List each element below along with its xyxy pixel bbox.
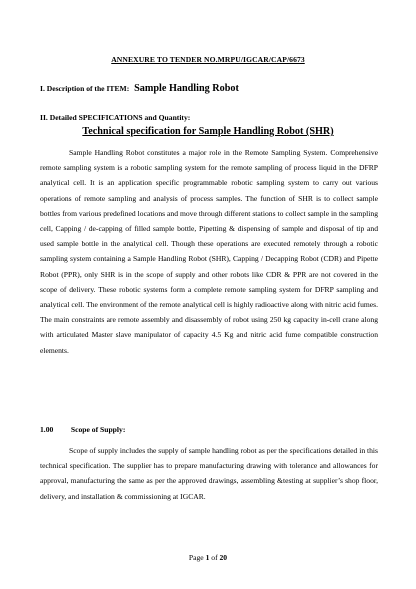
item-name: Sample Handling Robot	[134, 83, 239, 94]
page-footer	[0, 553, 416, 562]
specifications-label: II. Detailed SPECIFICATIONS and Quantity:	[40, 113, 191, 122]
scope-paragraph: Scope of supply includes the supply of sample handling robot as per the specifications detailed in this technical specification. The supplier has to prepare manufacturing drawing with tolerance and allowances for approval, manufacturing the same as per the approved drawings, assembling &testing at supplier’s shop floor, delivery, and installation & commissioning at IGCAR.	[40, 446, 378, 501]
scope-section-number: 1.00	[40, 425, 54, 434]
scope-heading	[40, 425, 125, 434]
annexure-heading: ANNEXURE TO TENDER NO.MRPU/IGCAR/CAP/6673	[111, 55, 305, 64]
specification-title: Technical specification for Sample Handling Robot (SHR)	[82, 126, 334, 137]
page-label: Page	[188, 553, 204, 562]
scope-section-title: Scope of Supply:	[70, 425, 126, 434]
item-description	[40, 83, 239, 94]
of-label: of	[211, 553, 218, 562]
total-pages: 20	[219, 553, 228, 562]
page-number: 1	[205, 553, 210, 562]
intro-paragraph: Sample Handling Robot constitutes a major role in the Remote Sampling System. Comprehensive remote sampling system is a robotic sampling system for the remote sampling of process liquid in the DFRP analytical cell. It is an application specific programmable robotic sampling system to carry out various operations of remote sampling and analysis of process samples. The function of SHR is to collect sample bottles from various predefined locations and move through different stations to collect sample in the sampling cell, Capping / de-capping of filled sample bottle, Pipetting & dispensing of sample and disposal of tip and used sample bottle in the analytical cell. Though these operations are executed remotely through a robotic sampling system containing a Sample Handling Robot (SHR), Capping / Decapping Robot (CDR) and Pipette Robot (PPR), only SHR is in the scope of supply and other robots like CDR & PPR are not covered in the scope of delivery. These robotic systems form a complete remote sampling system for DFRP sampling and analytical cell. The environment of the remote analytical cell is highly radioactive along with nitric acid fumes. The main constraints are remote assembly and disassembly of robot using 250 kg capacity in-cell crane along with articulated Master slave manipulator of capacity 4.5 Kg and nitric acid fume compatible construction elements.	[40, 148, 378, 355]
item-description-label: I. Description of the ITEM:	[40, 84, 130, 93]
